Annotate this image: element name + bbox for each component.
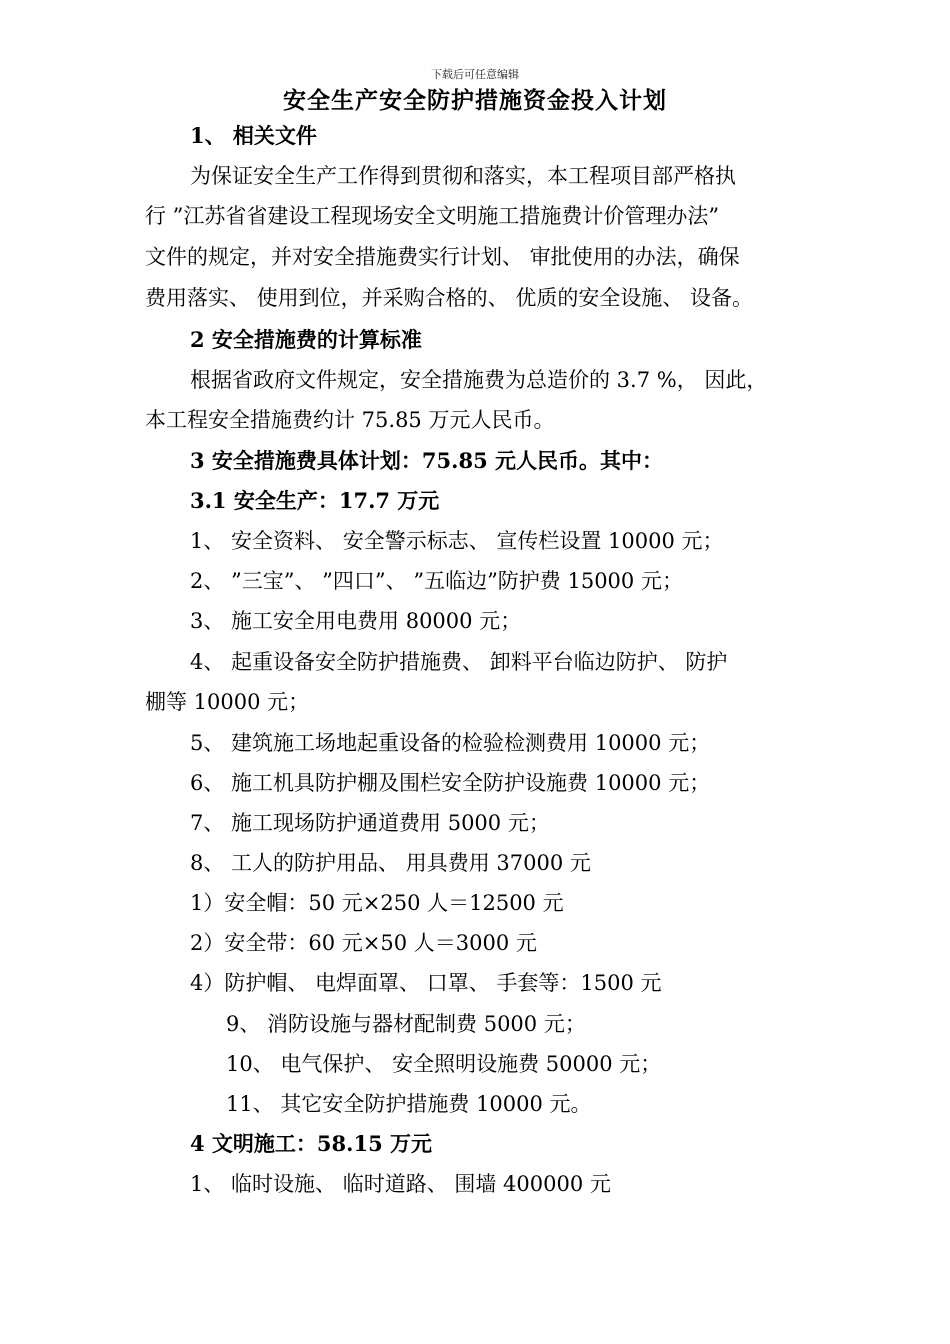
section3-sub-heading: 3.1 安全生产：17.7 万元	[190, 488, 440, 513]
section1-paragraph-line: 行 ”江苏省省建设工程现场安全文明施工措施费计价管理办法”	[145, 204, 720, 228]
section1-heading: 1、 相关文件	[190, 123, 317, 148]
list-item: 1、 安全资料、 安全警示标志、 宣传栏设置 10000 元；	[190, 529, 724, 553]
section3-heading: 3 安全措施费具体计划：75.85 元人民币。其中：	[190, 448, 663, 473]
list-item: 9、 消防设施与器材配制费 5000 元；	[226, 1012, 586, 1036]
section2-heading: 2 安全措施费的计算标准	[190, 327, 422, 352]
list-item-continuation: 棚等 10000 元；	[145, 690, 310, 714]
list-item: 1、 临时设施、 临时道路、 围墙 400000 元	[190, 1172, 611, 1196]
list-item: 4、 起重设备安全防护措施费、 卸料平台临边防护、 防护	[190, 650, 728, 674]
list-item: 11、 其它安全防护措施费 10000 元。	[226, 1092, 592, 1116]
section1-paragraph-line: 文件的规定，并对安全措施费实行计划、 审批使用的办法，确保	[145, 245, 740, 269]
section4-heading: 4 文明施工：58.15 万元	[190, 1131, 432, 1156]
watermark-text: 下载后可任意编辑	[431, 68, 519, 81]
list-item: 10、 电气保护、 安全照明设施费 50000 元；	[226, 1052, 662, 1076]
list-item: 5、 建筑施工场地起重设备的检验检测费用 10000 元；	[190, 731, 711, 755]
section1-paragraph-line: 为保证安全生产工作得到贯彻和落实，本工程项目部严格执	[190, 164, 736, 188]
section2-paragraph-line: 根据省政府文件规定，安全措施费为总造价的 3.7 %， 因此，	[190, 368, 768, 392]
list-item: 8、 工人的防护用品、 用具费用 37000 元	[190, 851, 591, 875]
list-item: 2、 ”三宝”、 ”四口”、 ”五临边”防护费 15000 元；	[190, 569, 683, 593]
sub-list-item: 4）防护帽、 电焊面罩、 口罩、 手套等：1500 元	[190, 971, 662, 995]
section2-paragraph-line: 本工程安全措施费约计 75.85 万元人民币。	[145, 408, 555, 432]
sub-list-item: 2）安全带：60 元×50 人＝3000 元	[190, 931, 537, 955]
list-item: 6、 施工机具防护棚及围栏安全防护设施费 10000 元；	[190, 771, 711, 795]
document-title: 安全生产安全防护措施资金投入计划	[283, 87, 667, 114]
list-item: 3、 施工安全用电费用 80000 元；	[190, 609, 522, 633]
list-item: 7、 施工现场防护通道费用 5000 元；	[190, 811, 550, 835]
section1-paragraph-line: 费用落实、 使用到位，并采购合格的、 优质的安全设施、 设备。	[145, 286, 754, 310]
sub-list-item: 1）安全帽：50 元×250 人＝12500 元	[190, 891, 564, 915]
